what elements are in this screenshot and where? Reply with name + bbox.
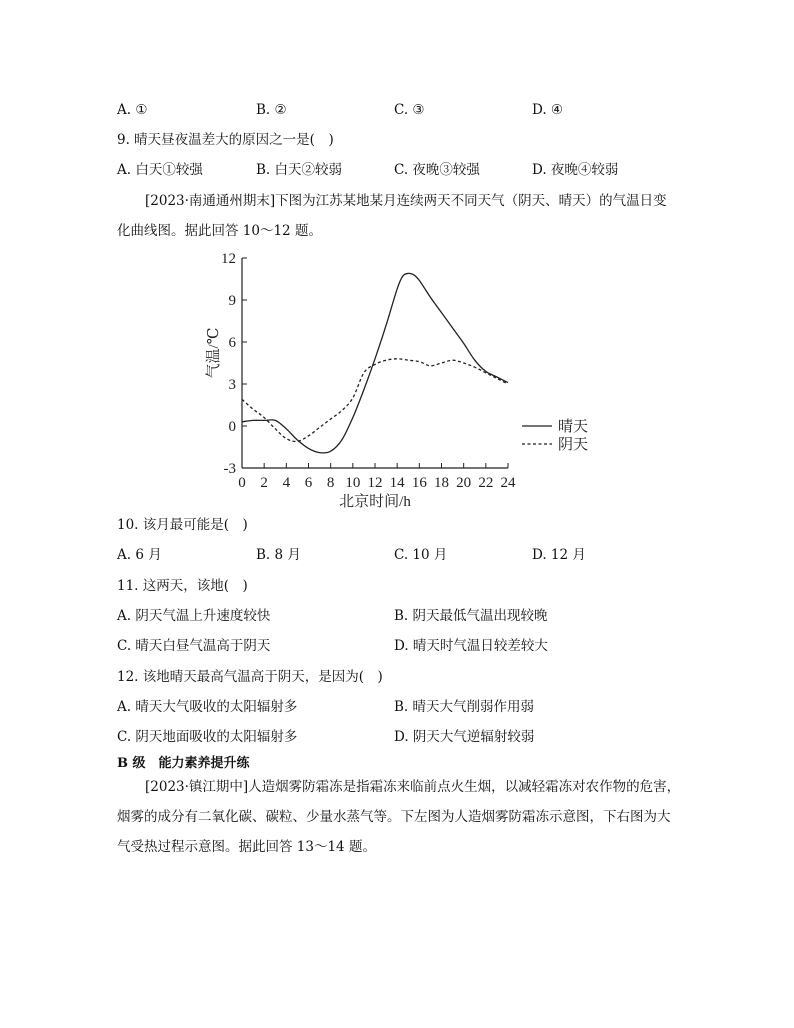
q11-option-a: A. 阴天气温上升速度较快: [117, 608, 271, 624]
y-tick-label: 12: [221, 251, 236, 267]
section-b-heading: B 级 能力素养提升练: [117, 756, 250, 771]
intro2-line2: 烟雾的成分有二氧化碳、碳粒、少量水蒸气等。下左图为人造烟雾防霜冻示意图，下右图为大: [117, 809, 671, 825]
intro1-line1: [2023·南通通州期末]下图为江苏某地某月连续两天不同天气（阴天、晴天）的气温日变: [145, 193, 667, 209]
q12-stem: 12. 该地晴天最高气温高于阴天，是因为( ): [117, 669, 383, 685]
q10-option-c: C. 10 月: [394, 547, 448, 563]
q12-option-b: B. 晴天大气削弱作用弱: [394, 699, 535, 715]
q12-option-d: D. 阴天大气逆辐射较弱: [394, 729, 535, 745]
chart-series: [242, 273, 508, 453]
x-tick-label: 0: [238, 475, 246, 491]
x-tick-label: 14: [389, 475, 405, 491]
x-tick-label: 10: [345, 475, 361, 491]
q8-option-d: D. ④: [532, 102, 564, 118]
y-tick-label: 9: [228, 293, 236, 309]
q9-option-a: A. 白天①较强: [117, 162, 203, 178]
y-tick-label: 3: [228, 377, 236, 393]
q11-stem: 11. 这两天，该地( ): [117, 578, 248, 594]
y-tick-label: 6: [228, 335, 236, 351]
q8-option-c: C. ③: [394, 102, 425, 118]
q12-option-c: C. 阴天地面吸收的太阳辐射多: [117, 729, 298, 745]
chart-ticks: [221, 251, 516, 491]
q10-option-b: B. 8 月: [256, 547, 301, 563]
x-tick-label: 2: [260, 475, 268, 491]
q10-option-d: D. 12 月: [532, 547, 586, 563]
x-tick-label: 4: [282, 475, 291, 491]
x-tick-label: 12: [367, 475, 383, 491]
series-line-cloudy: [242, 359, 508, 442]
intro1-line2: 化曲线图。据此回答 10～12 题。: [117, 223, 322, 239]
intro2-line3: 气受热过程示意图。据此回答 13～14 题。: [117, 839, 376, 855]
q9-stem: 9. 晴天昼夜温差大的原因之一是( ): [117, 132, 334, 148]
y-tick-label: -3: [223, 461, 236, 477]
q11-option-b: B. 阴天最低气温出现较晚: [394, 608, 548, 624]
x-tick-label: 8: [326, 475, 335, 491]
x-tick-label: 24: [500, 475, 516, 491]
q8-option-a: A. ①: [117, 102, 148, 118]
y-tick-label: 0: [228, 419, 236, 435]
x-axis-label: 北京时间/h: [339, 494, 411, 510]
temperature-chart: [200, 246, 600, 516]
q11-option-c: C. 晴天白昼气温高于阴天: [117, 638, 271, 654]
x-tick-label: 18: [434, 475, 449, 491]
q12-option-a: A. 晴天大气吸收的太阳辐射多: [117, 699, 298, 715]
chart-axes: [242, 258, 508, 468]
x-tick-label: 16: [411, 475, 427, 491]
x-tick-label: 20: [456, 475, 472, 491]
x-tick-label: 22: [478, 475, 494, 491]
q10-stem: 10. 该月最可能是( ): [117, 517, 248, 533]
legend-label: 晴天: [558, 419, 589, 435]
intro2-line1: [2023·镇江期中]人造烟雾防霜冻是指霜冻来临前点火生烟，以减轻霜冻对农作物的危害，: [145, 779, 681, 795]
q10-option-a: A. 6 月: [117, 547, 162, 563]
q9-option-b: B. 白天②较弱: [256, 162, 343, 178]
y-axis-label: 气温/℃: [206, 327, 222, 379]
q9-option-c: C. 夜晚③较强: [394, 162, 480, 178]
q8-option-b: B. ②: [256, 102, 287, 118]
legend-label: 阴天: [558, 437, 589, 453]
q11-option-d: D. 晴天时气温日较差较大: [394, 638, 548, 654]
q9-option-d: D. 夜晚④较弱: [532, 162, 619, 178]
chart-legend: [522, 418, 588, 453]
x-tick-label: 6: [304, 475, 313, 491]
series-line-sunny: [242, 273, 508, 453]
